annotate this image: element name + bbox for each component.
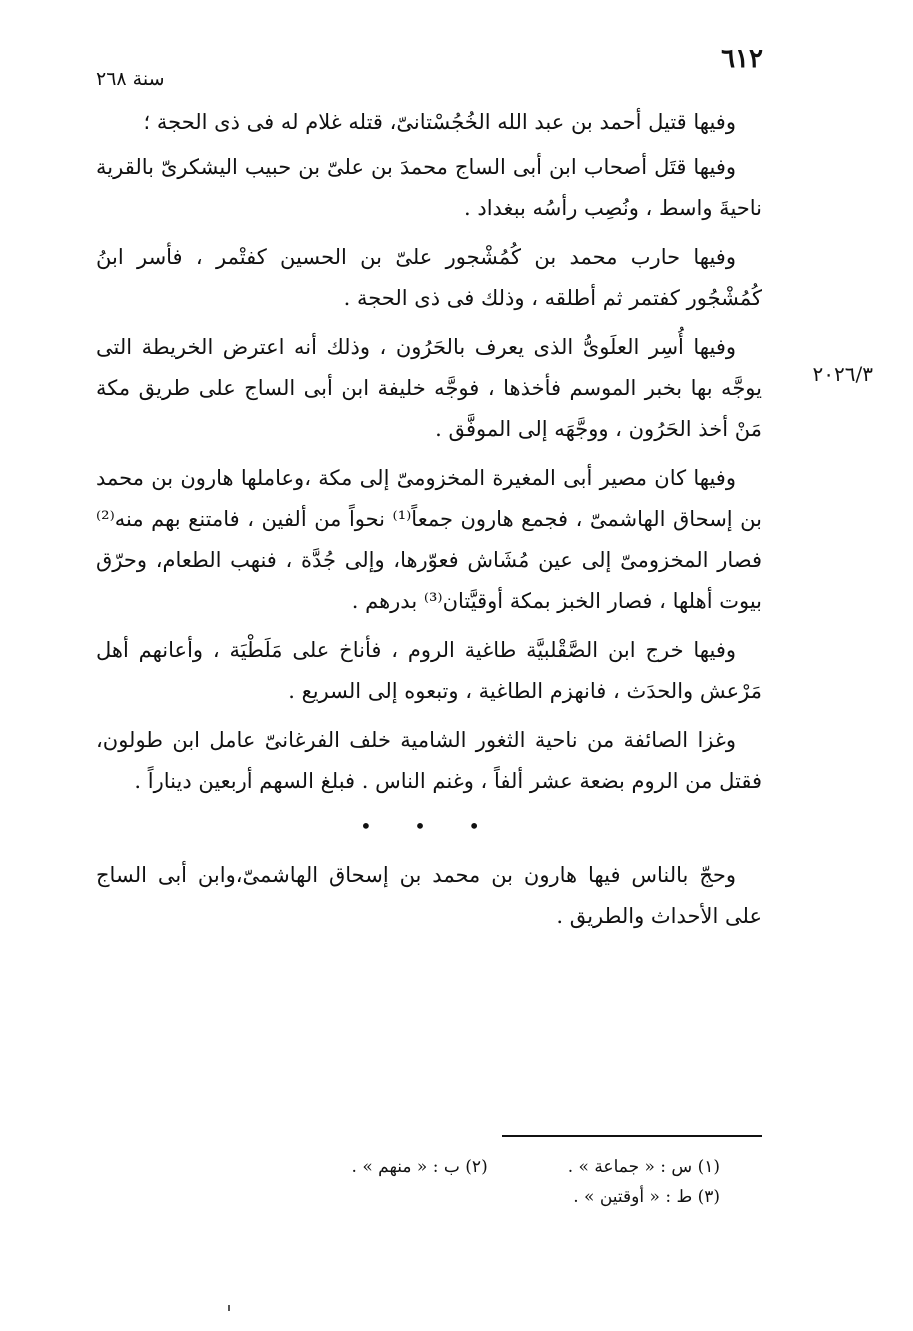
running-header-year: سنة ٢٦٨ [96,68,165,90]
footnotes [250,1152,720,1212]
paragraph-7: وغزا الصائفة من ناحية الثغور الشامية خلف الفرغانىّ عامل ابن طولون، فقتل من الروم بضعة عشر ألفاً ، وغنم الناس . فبلغ السهم أربعين ديناراً . [96,728,762,793]
paragraph-4: وفيها أُسِر العلَوىُّ الذى يعرف بالحَرُون ، وذلك أنه اعترض الخريطة التى يوجَّه بها بخبر الموسم فأخذها ، فوجَّه خليفة ابن أبى الساج على طريق مكة مَنْ أخذ الحَرُون ، ووجَّهَه إلى الموفَّق . [96,335,762,441]
margin-reference: ٢٠٢٦/٣ [812,362,873,386]
section-separator: • • • [359,814,499,838]
footnote-divider [502,1135,762,1137]
paragraph-2: وفيها قتَل أصحاب ابن أبى الساج محمدَ بن علىّ بن حبيب اليشكرىّ بالقرية ناحيةَ واسط ، ونُصِب رأسُه ببغداد . [96,155,762,220]
footnote-row [250,1152,720,1182]
paragraph-8: وحجّ بالناس فيها هارون بن محمد بن إسحاق الهاشمىّ،وابن أبى الساج على الأحداث والطريق . [96,863,762,928]
paragraph-6: وفيها خرج ابن الصَّقْلبيَّة طاغية الروم ، فأناخ على مَلَطْيَة ، وأعانهم أهل مَرْعش والحدَث ، فانهزم الطاغية ، وتبعوه إلى السريع . [96,638,762,703]
paragraph-3: وفيها حارب محمد بن كُمُشْجور علىّ بن الحسين كفتْمر ، فأسر ابنُ كُمُشْجُور كفتمر ثم أطلقه ، وذلك فى ذى الحجة . [96,245,762,310]
page-number: ٦١٢ [721,44,763,74]
print-speck [228,1305,230,1311]
paragraph-5: وفيها كان مصير أبى المغيرة المخزومىّ إلى مكة ،وعاملها هارون بن محمد بن إسحاق الهاشمىّ ، فجمع هارون جمعاً⁽¹⁾ نحواً من ألفين ، فامتنع بهم منه⁽²⁾ فصار المخزومىّ إلى عين مُشَاش فعوّرها، وإلى جُدَّة ، فنهب الطعام، وحرّق بيوت أهلها ، فصار الخبز بمكة أوقيَّتان⁽³⁾ بدرهم . [96,466,762,613]
main-text [96,102,762,945]
footnote-3: (٣) ط : « أوقتين » . [573,1187,720,1207]
footnote-row [250,1182,720,1212]
paragraph-1: وفيها قتيل أحمد بن عبد الله الخُجُسْتانىّ، قتله غلام له فى ذى الحجة ؛ [143,110,736,134]
footnote-2: (٢) ب : « منهم » . [351,1157,488,1177]
footnote-1: (١) س : « جماعة » . [567,1157,720,1177]
